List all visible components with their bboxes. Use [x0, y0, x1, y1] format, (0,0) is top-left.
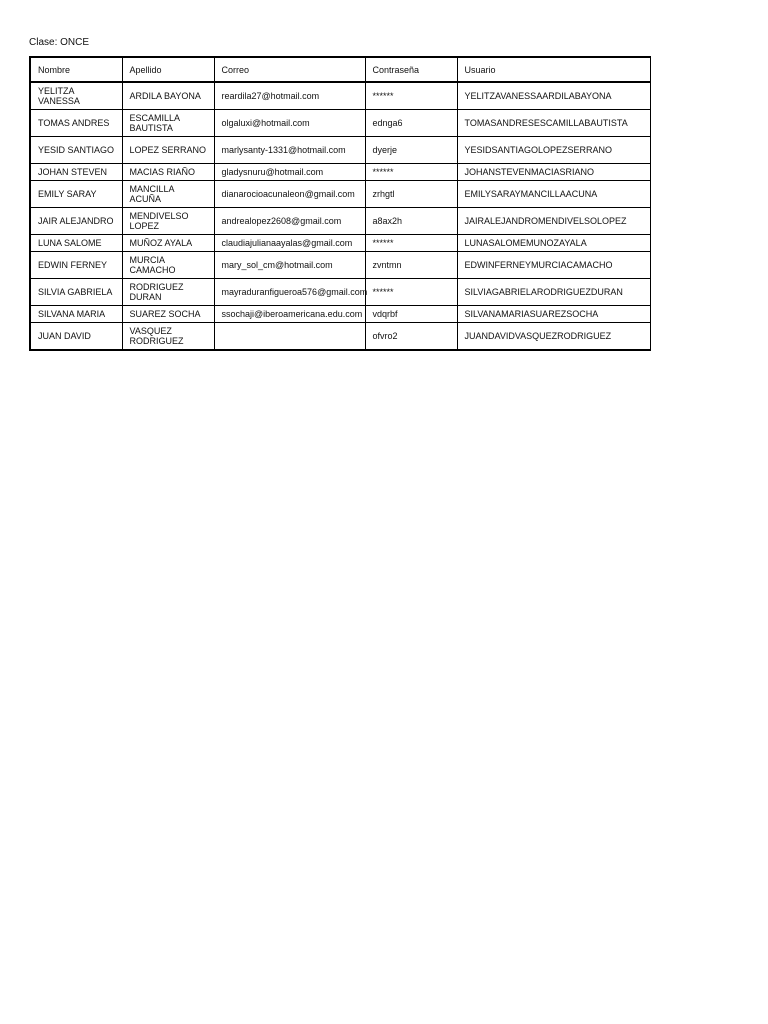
- cell-nombre: EMILY SARAY: [30, 181, 122, 208]
- cell-contrasena: zrhgtl: [365, 181, 457, 208]
- table-row: [30, 208, 650, 235]
- header-contrasena: Contraseña: [365, 57, 457, 82]
- cell-contrasena: a8ax2h: [365, 208, 457, 235]
- cell-correo: dianarocioacunaleon@gmail.com: [214, 181, 365, 208]
- cell-apellido: VASQUEZ RODRIGUEZ: [122, 323, 214, 351]
- cell-correo: marlysanty-1331@hotmail.com: [214, 137, 365, 164]
- table-header-row: [30, 57, 650, 82]
- table-row: [30, 181, 650, 208]
- table-row: [30, 164, 650, 181]
- cell-usuario: LUNASALOMEMUNOZAYALA: [457, 235, 650, 252]
- cell-contrasena: ******: [365, 82, 457, 110]
- student-table-container: [29, 56, 628, 365]
- cell-apellido: MENDIVELSO LOPEZ: [122, 208, 214, 235]
- cell-usuario: JOHANSTEVENMACIASRIANO: [457, 164, 650, 181]
- cell-contrasena: ofvro2: [365, 323, 457, 351]
- cell-correo: ssochaji@iberoamericana.edu.com: [214, 306, 365, 323]
- cell-contrasena: dyerje: [365, 137, 457, 164]
- cell-apellido: MURCIA CAMACHO: [122, 252, 214, 279]
- cell-apellido: RODRIGUEZ DURAN: [122, 279, 214, 306]
- cell-usuario: SILVANAMARIASUAREZSOCHA: [457, 306, 650, 323]
- cell-nombre: JUAN DAVID: [30, 323, 122, 351]
- cell-apellido: SUAREZ SOCHA: [122, 306, 214, 323]
- header-usuario: Usuario: [457, 57, 650, 82]
- cell-contrasena: ednga6: [365, 110, 457, 137]
- cell-apellido: MACIAS RIAÑO: [122, 164, 214, 181]
- cell-apellido: ARDILA BAYONA: [122, 82, 214, 110]
- table-row: [30, 323, 650, 351]
- cell-usuario: JAIRALEJANDROMENDIVELSOLOPEZ: [457, 208, 650, 235]
- cell-correo: [214, 323, 365, 351]
- cell-correo: claudiajulianaayalas@gmail.com: [214, 235, 365, 252]
- cell-apellido: LOPEZ SERRANO: [122, 137, 214, 164]
- cell-usuario: SILVIAGABRIELARODRIGUEZDURAN: [457, 279, 650, 306]
- table-row: [30, 306, 650, 323]
- header-apellido: Apellido: [122, 57, 214, 82]
- cell-correo: gladysnuru@hotmail.com: [214, 164, 365, 181]
- table-row: [30, 137, 650, 164]
- cell-correo: mayraduranfigueroa576@gmail.com: [214, 279, 365, 306]
- cell-correo: andrealopez2608@gmail.com: [214, 208, 365, 235]
- cell-nombre: JAIR ALEJANDRO: [30, 208, 122, 235]
- cell-usuario: TOMASANDRESESCAMILLABAUTISTA: [457, 110, 650, 137]
- cell-correo: reardila27@hotmail.com: [214, 82, 365, 110]
- cell-correo: olgaluxi@hotmail.com: [214, 110, 365, 137]
- cell-usuario: EMILYSARAYMANCILLAACUNA: [457, 181, 650, 208]
- cell-usuario: EDWINFERNEYMURCIACAMACHO: [457, 252, 650, 279]
- page-title: Clase: ONCE: [29, 37, 90, 48]
- table-row: [30, 82, 650, 110]
- cell-nombre: EDWIN FERNEY: [30, 252, 122, 279]
- cell-nombre: YELITZA VANESSA: [30, 82, 122, 110]
- cell-usuario: YESIDSANTIAGOLOPEZSERRANO: [457, 137, 650, 164]
- cell-nombre: SILVIA GABRIELA: [30, 279, 122, 306]
- cell-apellido: MUÑOZ AYALA: [122, 235, 214, 252]
- cell-nombre: TOMAS ANDRES: [30, 110, 122, 137]
- header-correo: Correo: [214, 57, 365, 82]
- cell-apellido: ESCAMILLA BAUTISTA: [122, 110, 214, 137]
- cell-apellido: MANCILLA ACUÑA: [122, 181, 214, 208]
- student-table: [29, 56, 651, 351]
- cell-nombre: SILVANA MARIA: [30, 306, 122, 323]
- table-row: [30, 279, 650, 306]
- cell-contrasena: ******: [365, 235, 457, 252]
- cell-nombre: JOHAN STEVEN: [30, 164, 122, 181]
- cell-nombre: LUNA SALOME: [30, 235, 122, 252]
- table-row: [30, 252, 650, 279]
- cell-contrasena: zvntmn: [365, 252, 457, 279]
- header-nombre: Nombre: [30, 57, 122, 82]
- cell-usuario: YELITZAVANESSAARDILABAYONA: [457, 82, 650, 110]
- table-row: [30, 235, 650, 252]
- cell-usuario: JUANDAVIDVASQUEZRODRIGUEZ: [457, 323, 650, 351]
- cell-contrasena: ******: [365, 164, 457, 181]
- cell-contrasena: vdqrbf: [365, 306, 457, 323]
- cell-correo: mary_sol_cm@hotmail.com: [214, 252, 365, 279]
- cell-contrasena: ******: [365, 279, 457, 306]
- table-row: [30, 110, 650, 137]
- cell-nombre: YESID SANTIAGO: [30, 137, 122, 164]
